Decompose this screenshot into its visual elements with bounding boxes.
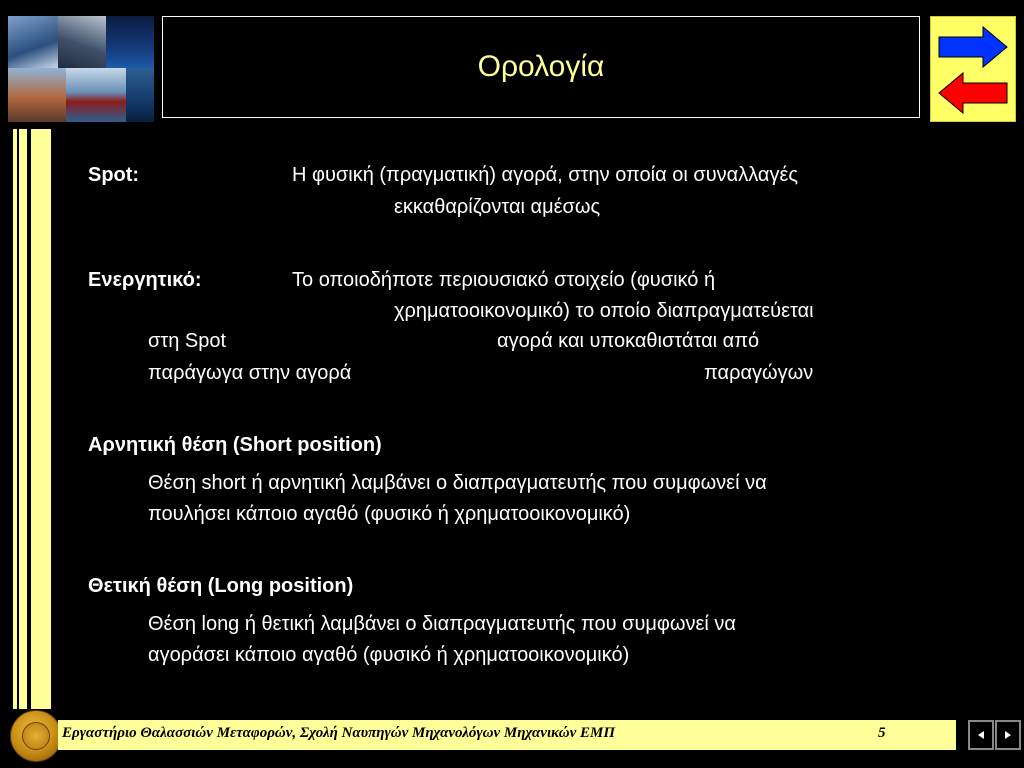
triangle-right-icon (1003, 730, 1013, 740)
heading-long-position: Θετική θέση (Long position) (88, 575, 354, 597)
term-spot: Spot: (88, 164, 140, 186)
asset-definition-line: χρηματοοικονομικό) το οποίο διαπραγματεύεται (394, 300, 814, 322)
long-definition-line: Θέση long ή θετική λαμβάνει ο διαπραγματευτής που συμφωνεί να (148, 613, 736, 635)
asset-definition-line: παραγώγων (704, 362, 814, 384)
page-number: 5 (878, 725, 886, 741)
footer-text: Εργαστήριο Θαλασσιών Μεταφορών, Σχολή Ναυπηγών Μηχανολόγων Μηχανικών ΕΜΠ (62, 725, 616, 741)
heading-short-position: Αρνητική θέση (Short position) (88, 434, 382, 456)
slide-title: Ορολογία (477, 50, 605, 83)
previous-slide-button[interactable] (968, 720, 994, 750)
asset-definition-line: αγορά και υποκαθιστάται από (497, 330, 760, 352)
spot-definition-line: εκκαθαρίζονται αμέσως (394, 196, 601, 218)
asset-definition-line: παράγωγα στην αγορά (148, 362, 352, 384)
next-slide-button[interactable] (995, 720, 1021, 750)
asset-definition-line: στη Spot (148, 330, 227, 352)
spot-definition-line: Η φυσική (πραγματική) αγορά, στην οποία οι συναλλαγές (292, 164, 799, 186)
short-definition-line: Θέση short ή αρνητική λαμβάνει ο διαπραγματευτής που συμφωνεί να (148, 472, 767, 494)
triangle-left-icon (976, 730, 986, 740)
seal-inner (22, 722, 50, 750)
short-definition-line: πουλήσει κάποιο αγαθό (φυσικό ή χρηματοοικονομικό) (148, 503, 631, 525)
term-asset: Ενεργητικό: (88, 269, 202, 291)
asset-definition-line: Το οποιοδήποτε περιουσιακό στοιχείο (φυσικό ή (292, 269, 716, 291)
long-definition-line: αγοράσει κάποιο αγαθό (φυσικό ή χρηματοοικονομικό) (148, 644, 630, 666)
footer-bar (58, 720, 956, 750)
university-seal-logo (10, 710, 62, 762)
